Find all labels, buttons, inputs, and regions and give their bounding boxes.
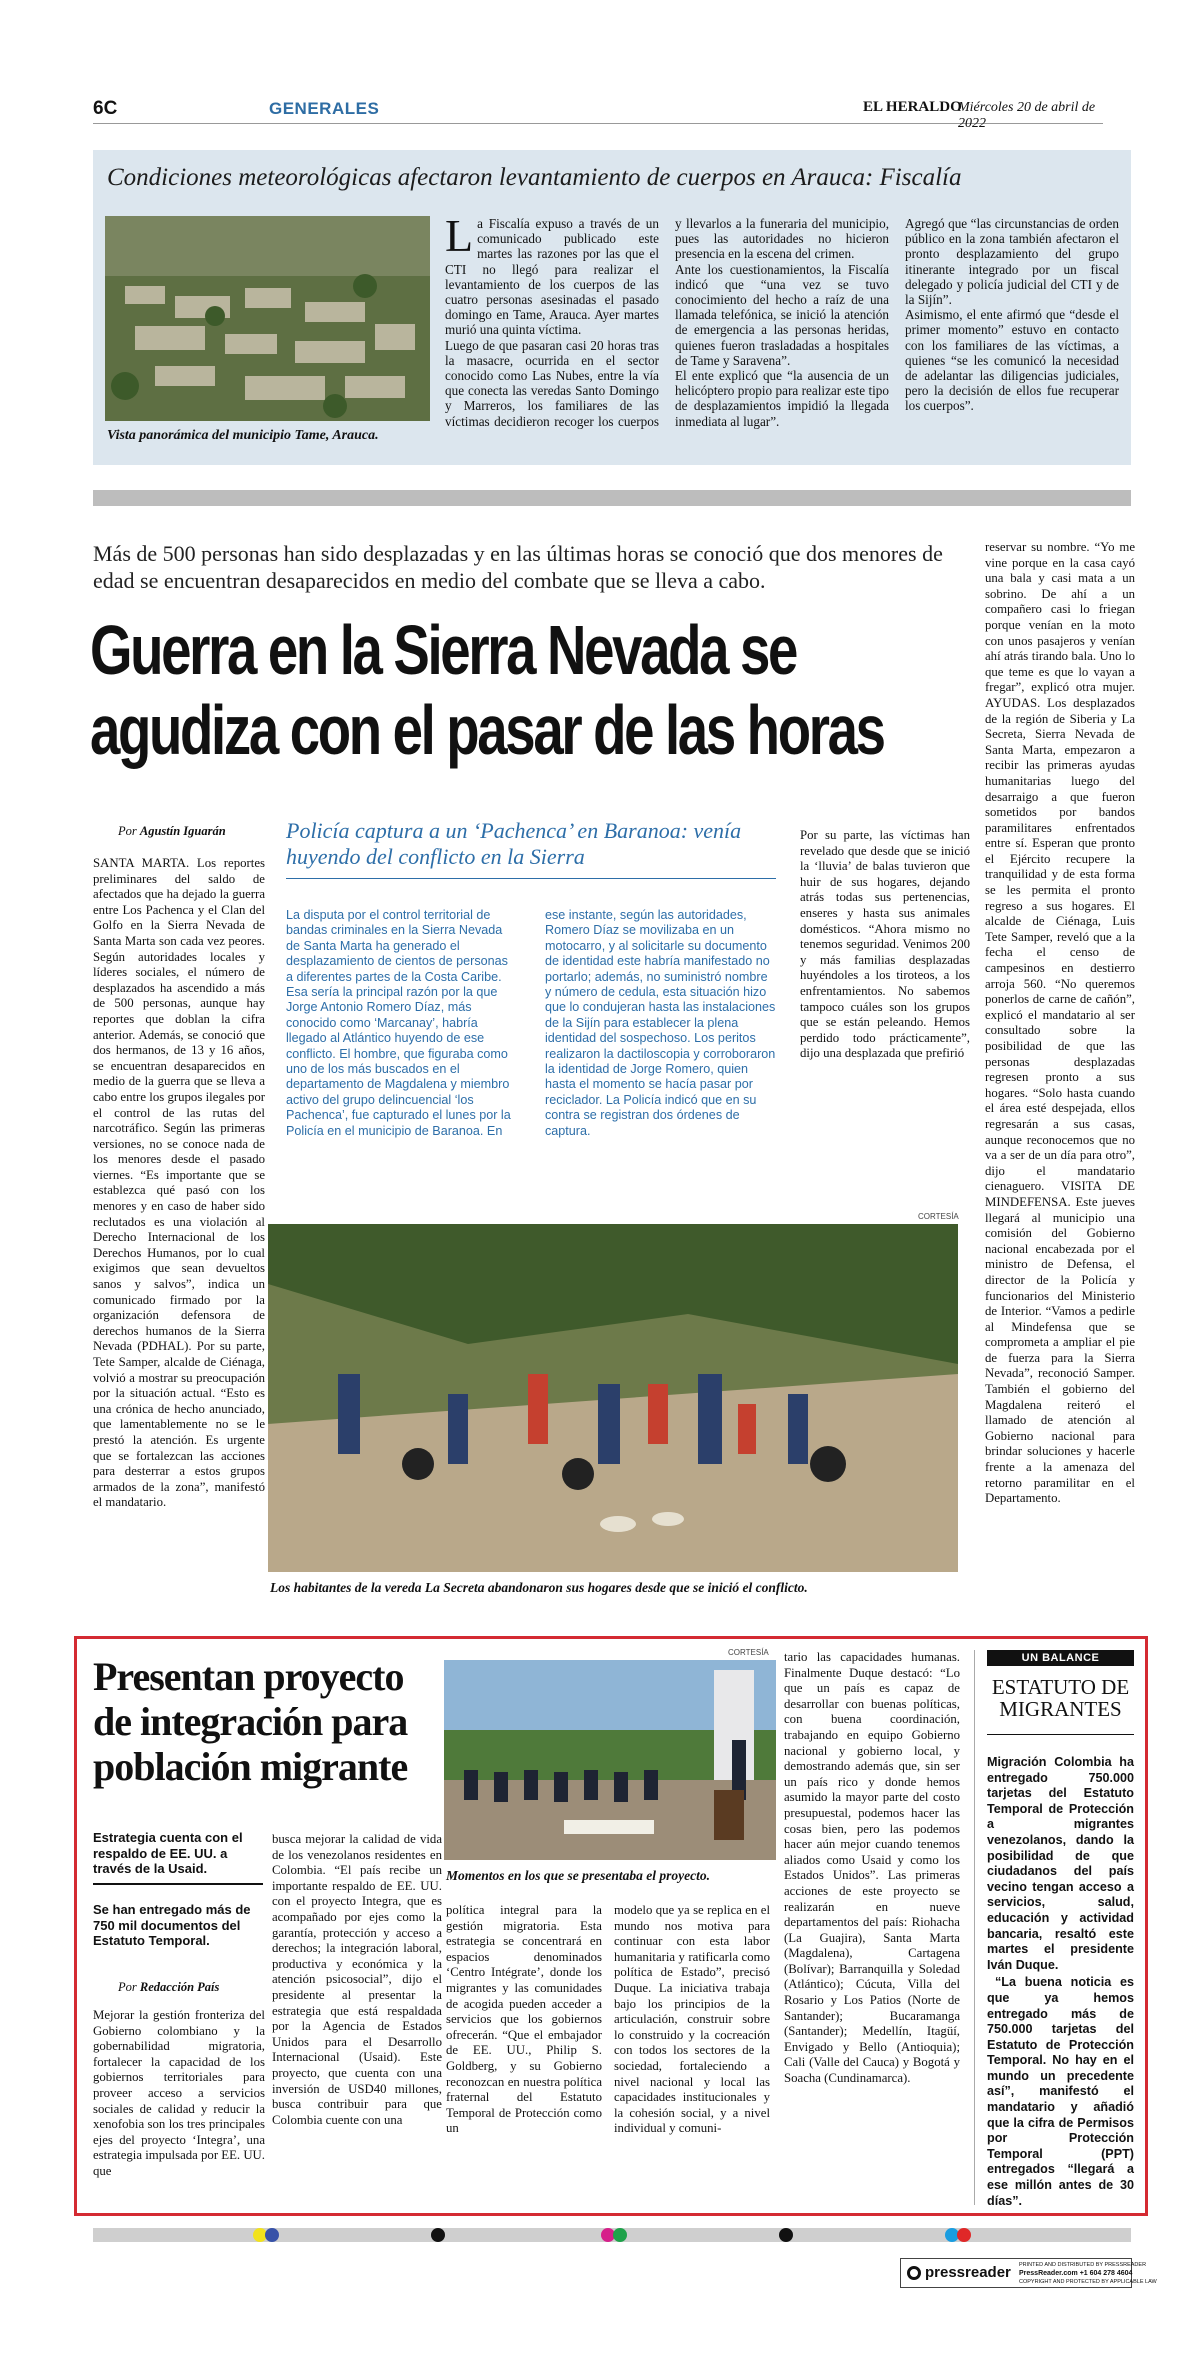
balance-text-1: Migración Colombia ha entregado 750.000 tarjetas del Estatuto Temporal de Protección a migrantes venezolanos, dando la posibilidad de que ciudadanos del país vecino tengan acceso a servicios, salud, educación y actividad bancaria, resaltó este martes el presidente Iván Duque. (987, 1755, 1134, 1972)
migrant-byline-name: Redacción País (139, 1980, 220, 1994)
register-mark-blue (265, 2228, 279, 2242)
pressreader-logo-icon (907, 2266, 921, 2280)
register-mark-black (431, 2228, 445, 2242)
section-divider-bar (93, 490, 1131, 506)
byline-name: Agustín Iguarán (139, 824, 226, 838)
byline-prefix: Por (118, 824, 137, 838)
edition-date: Miércoles 20 de abril de 2022 (958, 100, 1096, 131)
top-story-paragraph: a Fiscalía expuso a través de un comunicado publicado este martes las razones por las que el CTI no llegó para realizar el levantamiento de los cuerpos de las cuatro personas asesinadas el pasado domingo en Tame, Arauca. Ayer martes murió una quinta víctima. (445, 216, 659, 338)
tame-aerial-photo (105, 216, 430, 421)
sidebar-body: La disputa por el control territorial de bandas criminales en la Sierra Nevada de Santa Marta ha generado el desplazamiento de cientos de personas a diferentes partes de la Costa Caribe. Esa sería la principal razón por la que Jorge Antonio Romero Díaz, más conocido como ‘Marcanay’, habría llegado al Atlántico huyendo de ese conflicto. El hombre, que figuraba como uno de los más buscados en el departamento de Magdalena y miembro activo del grupo delincuencial ‘los Pachenca’, fue capturado el lunes por la Policía en el municipio de Baranoa. En ese instante, según las autoridades, Romero Díaz se movilizaba en un motocarro, y al solicitarle su documento de identidad este habría manifestado no portarlo; además, no suministró nombre y número de cedula, esta situación hizo que lo condujeran hasta las instalaciones de la Sijín para establecer la plena identidad del sospechoso. Los peritos realizaron la dactiloscopia y corroboraron la identidad de Jorge Romero, quien hasta el momento se hacía pasar por reciclador. La Policía indicó que en su contra se registran dos órdenes de captura. (286, 908, 776, 1138)
balance-tag: UN BALANCE (987, 1650, 1134, 1666)
migrant-photo-credit: CORTESÍA (728, 1648, 769, 1657)
top-story-headline: Condiciones meteorológicas afectaron levantamiento de cuerpos en Arauca: Fiscalía (107, 164, 962, 191)
migrant-event-photo (444, 1660, 776, 1860)
balance-box (974, 1650, 1134, 2208)
pressreader-footer (900, 2258, 1157, 2288)
top-story-body (445, 210, 1119, 456)
main-story-headline (90, 610, 970, 770)
displaced-families-photo (268, 1224, 958, 1572)
register-mark-black-2 (779, 2228, 793, 2242)
pressreader-brand: pressreader (925, 2264, 1011, 2281)
top-story-dropcap: L (445, 210, 474, 261)
pressreader-line-3: COPYRIGHT AND PROTECTED BY APPLICABLE LAW (1019, 2279, 1157, 2285)
main-right-column: reservar su nombre. “Yo me vine porque en la casa cayó una bala y casi mata a un sobrino. De ahí a un compañero casi lo friegan porque venían en la moto con unos pasajeros y venían ahí atrás tirando bala. Uno lo que teme es que lo vayan a fregar”, explicó otra mujer. AYUDAS. Los desplazados de la región de Siberia y La Secreta, Sierra Nevada de Santa Marta, empezaron a recibir las primeras ayudas humanitarias luego del desarraigo a que fueron sometidos por bandos paramilitares enfrentados entre sí. Esperan que pronto el Ejército recupere la tranquilidad y de esta forma se les permita el pronto regreso a sus hogares. El alcalde de Ciénaga, Luis Tete Samper, reveló que a la fecha el censo de campesinos en destierro arroja 560. “No queremos ponerlos de carne de cañón”, explicó el mandatario al ser consultado sobre la posibilidad de que las personas desplazadas regresen pronto a sus hogares. “Solo hasta cuando el área esté despejada, ellos regresarán a sus casas, aunque reconocemos que no va a ser de un día para otro”, dijo el mandatario cienaguero. VISITA DE MINDEFENSA. Este jueves llegará al municipio una comisión del Gobierno nacional encabezada por el ministro de Defensa, el director de la Policía y funcionarios del Ministerio de Interior. “Vamos a pedirle al Mindefensa que se comprometa a ampliar el pie de fuerza para la Sierra Nevada”, reconoció Samper. También el gobierno del Magdalena reiteró el llamado de atención al Gobierno nacional para brindar soluciones y hacerle frente a la amenaza del retorno paramilitar en el Departamento. (985, 540, 1135, 1506)
migrant-summary-1: Estrategia cuenta con el respaldo de EE. UU. a través de la Usaid. (93, 1830, 263, 1885)
register-mark-red (957, 2228, 971, 2242)
migrant-headline: Presentan proyecto de integración para población migrante (93, 1654, 408, 1789)
main-left-column: SANTA MARTA. Los reportes preliminares del saldo de afectados que ha dejado la guerra entre Los Pachenca y el Clan del Golfo en la Sierra Nevada de Santa Marta son cada vez peores. Según autoridades locales y líderes sociales, el número de desplazados ha ascendido a más de 500 personas, aunque hay reportes que doblan la cifra anterior. Además, se conoció que dos hermanos, de 13 y 16 años, se encuentran desaparecidos en medio de la guerra que se lleva a cabo entre los grupos ilegales por el control de las rutas del narcotráfico. Según las primeras versiones, no se conoce nada de los menores desde el pasado viernes. “Es importante que se establezca qué pasó con los menores y en caso de haber sido reclutados es una violación al Derecho Internacional de los Derechos Humanos, por lo cual exigimos que sean devueltos sanos y salvos”, indica un comunicado firmado por la organización defensora de derechos humanos de la Sierra Nevada (PDHAL). Por su parte, Tete Samper, alcalde de Ciénaga, volvió a mostrar su preocupación por la situación actual. “Esto es una crónica de hecho anunciado, que lamentablemente no se le prestó la atención. Es urgente que se fortalezcan las acciones para desterrar a estos grupos armados de la zona”, manifestó el mandatario. (93, 856, 265, 1510)
main-headline-line-1: Guerra en la Sierra Nevada se (90, 611, 797, 689)
main-mid-column: Por su parte, las víctimas han revelado que desde que se inició la ‘lluvia’ de balas tuvieron que huir de sus hogares, dejando atrás todas sus pertenencias, enseres y hasta sus animales domésticos. “Ahora mismo no tenemos seguridad. Venimos 200 y más familias desplazadas huyéndoles a los tiroteos, a los enfrentamientos. No sabemos tampoco cuáles son los grupos que se están peleando. Hemos perdido todo prácticamente”, dijo una desplazada que prefirió (800, 828, 970, 1061)
top-story-paragraph: El ente explicó que “la ausencia de un helicóptero propio para realizar este tipo de desplazamientos impidió la llegada inmediata al lugar”. (675, 368, 889, 429)
migrant-column-5: tario las capacidades humanas. Finalmente Duque destacó: “Lo que un país es capaz de desarrollar con buenas políticas, con buena coordinación, trabajando en equipo Gobierno nacional y gobierno local, y demostrando además que, sin ser un país rico y donde hemos asumido la mayor parte del costo presupuestal, podemos hacer las cosas bien, pero las podemos hacer aún mejor cuando tenemos aliados como Usaid y como los Estados Unidos”. Las primeras acciones de este proyecto se realizarán en nueve departamentos del país: Riohacha (La Guajira), Santa Marta (Magdalena), Cartagena (Bolívar); Barranquilla y Soledad (Atlántico); Cúcuta, Villa del Rosario y Los Patios (Norte de Santander); Bucaramanga (Santander); Medellín, Itagüí, Envigado y Bello (Antioquia); Cali (Valle del Cauca) y Bogotá y Soacha (Cundinamarca). (784, 1650, 960, 2086)
main-photo-credit: CORTESÍA (918, 1212, 959, 1221)
pressreader-line-2: PressReader.com +1 604 278 4604 (1019, 2270, 1133, 2277)
page-header (93, 96, 1103, 131)
migrant-column-1: Mejorar la gestión fronteriza del Gobierno colombiano y la gobernabilidad migratoria, fortalecer la capacidad de los gobiernos territoriales para proveer acceso a servicios sociales de calidad y reducir la xenofobia son los tres principales ejes del proyecto ‘Integra’, una estrategia impulsada por EE. UU. que (93, 2008, 265, 2178)
pressreader-line-1: PRINTED AND DISTRIBUTED BY PRESSREADER (1019, 2262, 1147, 2268)
top-story-paragraph: Ante los cuestionamientos, la Fiscalía indicó que “una vez se tuvo conocimiento del hecho a raíz de una llamada telefónica, se inició la atención de emergencia a las personas heridas, quienes fueron trasladadas a hospitales de Tame y Saravena”. (675, 261, 889, 368)
main-story-deck: Más de 500 personas han sido desplazadas y en las últimas horas se conoció que dos menores de edad se encuentran desaparecidos en medio del combate que se lleva a cabo. (93, 541, 943, 593)
printer-register-bar (93, 2228, 1131, 2242)
main-photo-caption: Los habitantes de la vereda La Secreta abandonaron sus hogares desde que se inició el conflicto. (270, 1580, 808, 1595)
migrant-byline (118, 1980, 219, 1995)
balance-title: ESTATUTO DE MIGRANTES (987, 1676, 1134, 1735)
main-headline-line-2: agudiza con el pasar de las horas (90, 691, 884, 769)
top-story-paragraph: Luego de que pasaran casi 20 horas tras la masacre, ocurrida en el sector conocido como Las Nubes, entre la vía que conecta las veredas Santo Domingo y Marreros, los familiares de las víctimas decidieron recoger los cuerpos y llevarlos a la funeraria del municipio, pues las autoridades no hicieron presencia en la escena del crimen. (445, 216, 889, 429)
top-story-panel (93, 150, 1131, 465)
migrant-column-4: modelo que ya se replica en el mundo nos motiva para continuar con esta labor humanitaria y ratificarla como política de Estado”, precisó Duque. La iniciativa trabaja bajo los principios de la articulación, construir sobre lo construido y la cocreación con todos los sectores de la sociedad, fortaleciendo a nivel nacional y local las capacidades institucionales y la cohesión social, y a nivel individual y comuni- (614, 1903, 770, 2136)
top-story-paragraph: Asimismo, el ente afirmó que “desde el primer momento” estuvo en contacto con los familiares de las víctimas, a quienes “se les comunicó la necesidad de adelantar las diligencias judiciales, pero la decisión de ellos fue recuperar los cuerpos”. (905, 307, 1119, 414)
main-byline (118, 824, 226, 839)
migrant-byline-prefix: Por (118, 1980, 137, 1994)
sidebar-title: Policía captura a un ‘Pachenca’ en Baranoa: venía huyendo del conflicto en la Sierra (286, 818, 776, 879)
balance-text-2: “La buena noticia es que ya hemos entregado más de 750.000 tarjetas del Estatuto de Protección Temporal. No hay en el mundo un precedente así”, manifestó el mandatario y añadió que la cifra de Permisos por Protección Temporal (PPT) entregados “llegará a ese millón antes de 30 días”. (987, 1975, 1134, 2208)
top-story-paragraph: Agregó que “las circunstancias de orden público en la zona también afectaron el pronto desplazamiento del grupo itinerante integrado por un fiscal delegado y policía judicial del CTI y de la Sijín”. (905, 216, 1119, 308)
migrant-column-2: busca mejorar la calidad de vida de los venezolanos residentes en Colombia. “El país recibe un importante respaldo de EE. UU. con el proyecto Integra, que es acompañado por ejes como la garantía, protección y acceso a derechos; la integración laboral, productiva y económica y la atención psicosocial”, dijo el presidente al presentar la estrategia que está respaldada por la Agencia de Estados Unidos para el Desarrollo Internacional (Usaid). Este proyecto, que cuenta con una inversión de USD40 millones, busca contribuir para que Colombia cuente con una (272, 1832, 442, 2127)
register-mark-green (613, 2228, 627, 2242)
page-number: 6C (93, 98, 118, 119)
migrant-column-3: política integral para la gestión migratoria. Esta estrategia se concentrará en espacios denominados ‘Centro Intégrate’, donde los migrantes y las comunidades de acogida pueden acceder a servicios que los gobiernos ofrecerán. “Que el embajador de EE. UU., Philip S. Goldberg, y su Gobierno reconozcan en nuestra política fraternal del Estatuto Temporal de Protección como un (446, 1903, 602, 2136)
top-photo-caption: Vista panorámica del municipio Tame, Arauca. (107, 428, 379, 443)
paper-name: EL HERALDO (863, 99, 962, 115)
section-name: GENERALES (269, 99, 380, 118)
migrant-photo-caption: Momentos en los que se presentaba el proyecto. (446, 1868, 710, 1883)
migrant-summary-2: Se han entregado más de 750 mil documentos del Estatuto Temporal. (93, 1902, 251, 1949)
